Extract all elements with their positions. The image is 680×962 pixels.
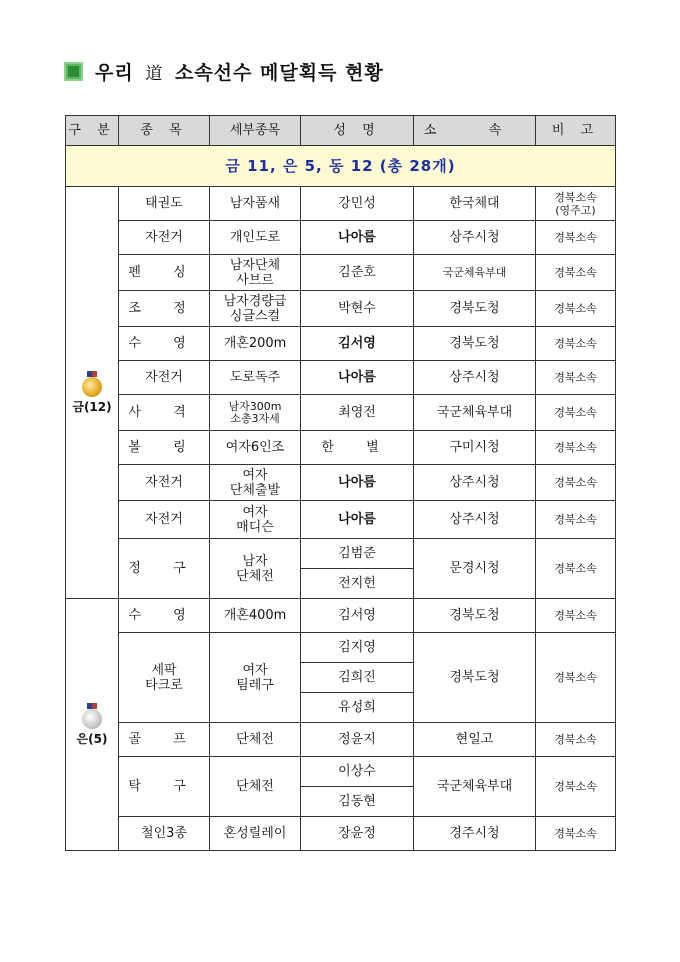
header-note: 비 고 (536, 116, 616, 146)
note-cell: 경북소속 (536, 817, 616, 851)
note-cell: 경북소속 (536, 539, 616, 599)
note-cell: 경북소속 (536, 465, 616, 501)
name-cell: 나아름 (301, 465, 414, 501)
event-cell: 세팍 타크로 (119, 633, 210, 723)
team-cell: 국군체육부대 (414, 395, 536, 431)
detail-cell: 남자300m 소총3자세 (210, 395, 301, 431)
name-cell: 이상수 (301, 757, 414, 787)
medal-summary: 금 11, 은 5, 동 12 (총 28개) (66, 146, 616, 187)
team-cell: 경북도청 (414, 327, 536, 361)
detail-cell: 혼성릴레이 (210, 817, 301, 851)
name-cell: 장윤정 (301, 817, 414, 851)
note-cell: 경북소속 (536, 395, 616, 431)
team-cell: 상주시청 (414, 465, 536, 501)
detail-cell: 개혼200m (210, 327, 301, 361)
header-row (66, 116, 616, 146)
title-han: 道 (145, 64, 164, 84)
silver-category (66, 599, 119, 851)
header-event: 종 목 (119, 116, 210, 146)
note-cell: 경북소속 (536, 723, 616, 757)
detail-cell: 단체전 (210, 757, 301, 817)
table-row (66, 501, 616, 539)
name-cell: 김범준 (301, 539, 414, 569)
detail-cell: 개인도로 (210, 221, 301, 255)
table-row (66, 817, 616, 851)
note-cell: 경북소속 (536, 221, 616, 255)
event-cell: 볼 링 (119, 431, 210, 465)
note-cell: 경북소속 (536, 757, 616, 817)
team-cell: 문경시청 (414, 539, 536, 599)
note-cell: 경북소속 (536, 327, 616, 361)
name-cell: 김지영 (301, 633, 414, 663)
team-cell: 현일고 (414, 723, 536, 757)
page-title (64, 58, 384, 85)
detail-cell: 여자6인조 (210, 431, 301, 465)
table-row (66, 327, 616, 361)
table-row (66, 395, 616, 431)
table-row (66, 465, 616, 501)
ribbon-icon (87, 703, 97, 709)
name-cell: 김동현 (301, 787, 414, 817)
detail-cell: 남자경량급 싱글스컬 (210, 291, 301, 327)
table-row (66, 291, 616, 327)
team-cell: 상주시청 (414, 501, 536, 539)
event-cell: 사 격 (119, 395, 210, 431)
name-cell: 한 별 (301, 431, 414, 465)
silver-label: 은(5) (76, 731, 108, 746)
event-cell: 자전거 (119, 501, 210, 539)
name-cell: 김준호 (301, 255, 414, 291)
name-cell: 강민성 (301, 187, 414, 221)
team-cell: 국군체육부대 (414, 255, 536, 291)
note-cell: 경북소속 (536, 599, 616, 633)
note-cell: 경북소속 (536, 255, 616, 291)
name-cell: 나아름 (301, 361, 414, 395)
gold-medal-icon (82, 377, 102, 397)
title-text (95, 58, 384, 85)
gold-label: 금(12) (72, 399, 112, 414)
table-row (66, 723, 616, 757)
name-cell: 김서영 (301, 327, 414, 361)
medal-table (65, 115, 616, 851)
team-cell: 경북도청 (414, 599, 536, 633)
event-cell: 골 프 (119, 723, 210, 757)
square-bullet-icon (64, 62, 83, 81)
event-cell: 자전거 (119, 221, 210, 255)
event-cell: 태권도 (119, 187, 210, 221)
name-cell: 김희진 (301, 663, 414, 693)
event-cell: 수 영 (119, 327, 210, 361)
table-row (66, 539, 616, 569)
name-cell: 전지헌 (301, 569, 414, 599)
team-cell: 구미시청 (414, 431, 536, 465)
table-row (66, 757, 616, 787)
name-cell: 나아름 (301, 221, 414, 255)
silver-medal-icon (82, 709, 102, 729)
table-row (66, 187, 616, 221)
title-suffix: 소속선수 메달획득 현황 (174, 62, 384, 84)
table-row (66, 221, 616, 255)
note-cell: 경북소속 (536, 431, 616, 465)
table-row (66, 431, 616, 465)
event-cell: 자전거 (119, 361, 210, 395)
summary-row (66, 146, 616, 187)
header-category: 구 분 (66, 116, 119, 146)
title-prefix: 우리 (95, 62, 134, 84)
header-name: 성 명 (301, 116, 414, 146)
name-cell: 김서영 (301, 599, 414, 633)
header-detail: 세부종목 (210, 116, 301, 146)
event-cell: 조 정 (119, 291, 210, 327)
table-row (66, 255, 616, 291)
team-cell: 경주시청 (414, 817, 536, 851)
name-cell: 정윤지 (301, 723, 414, 757)
event-cell: 자전거 (119, 465, 210, 501)
team-cell: 경북도청 (414, 633, 536, 723)
team-cell: 국군체육부대 (414, 757, 536, 817)
detail-cell: 도로독주 (210, 361, 301, 395)
event-cell: 탁 구 (119, 757, 210, 817)
event-cell: 펜 싱 (119, 255, 210, 291)
detail-cell: 여자 단체출발 (210, 465, 301, 501)
event-cell: 수 영 (119, 599, 210, 633)
table-row (66, 599, 616, 633)
name-cell: 박현수 (301, 291, 414, 327)
team-cell: 한국체대 (414, 187, 536, 221)
name-cell: 나아름 (301, 501, 414, 539)
note-cell: 경북소속 (536, 633, 616, 723)
detail-cell: 남자품새 (210, 187, 301, 221)
note-cell: 경북소속 (536, 291, 616, 327)
event-cell: 정 구 (119, 539, 210, 599)
header-team: 소 속 (414, 116, 536, 146)
note-cell: 경북소속 (536, 361, 616, 395)
detail-cell: 여자 팀레구 (210, 633, 301, 723)
detail-cell: 단체전 (210, 723, 301, 757)
team-cell: 상주시청 (414, 221, 536, 255)
detail-cell: 여자 매디슨 (210, 501, 301, 539)
ribbon-icon (87, 371, 97, 377)
table-row (66, 361, 616, 395)
event-cell: 철인3종 (119, 817, 210, 851)
note-cell: 경북소속 (536, 501, 616, 539)
detail-cell: 남자단체 사브르 (210, 255, 301, 291)
note-cell: 경북소속 (영주고) (536, 187, 616, 221)
detail-cell: 개혼400m (210, 599, 301, 633)
table-row (66, 633, 616, 663)
gold-category (66, 187, 119, 599)
detail-cell: 남자 단체전 (210, 539, 301, 599)
name-cell: 유성희 (301, 693, 414, 723)
team-cell: 경북도청 (414, 291, 536, 327)
name-cell: 최영전 (301, 395, 414, 431)
team-cell: 상주시청 (414, 361, 536, 395)
